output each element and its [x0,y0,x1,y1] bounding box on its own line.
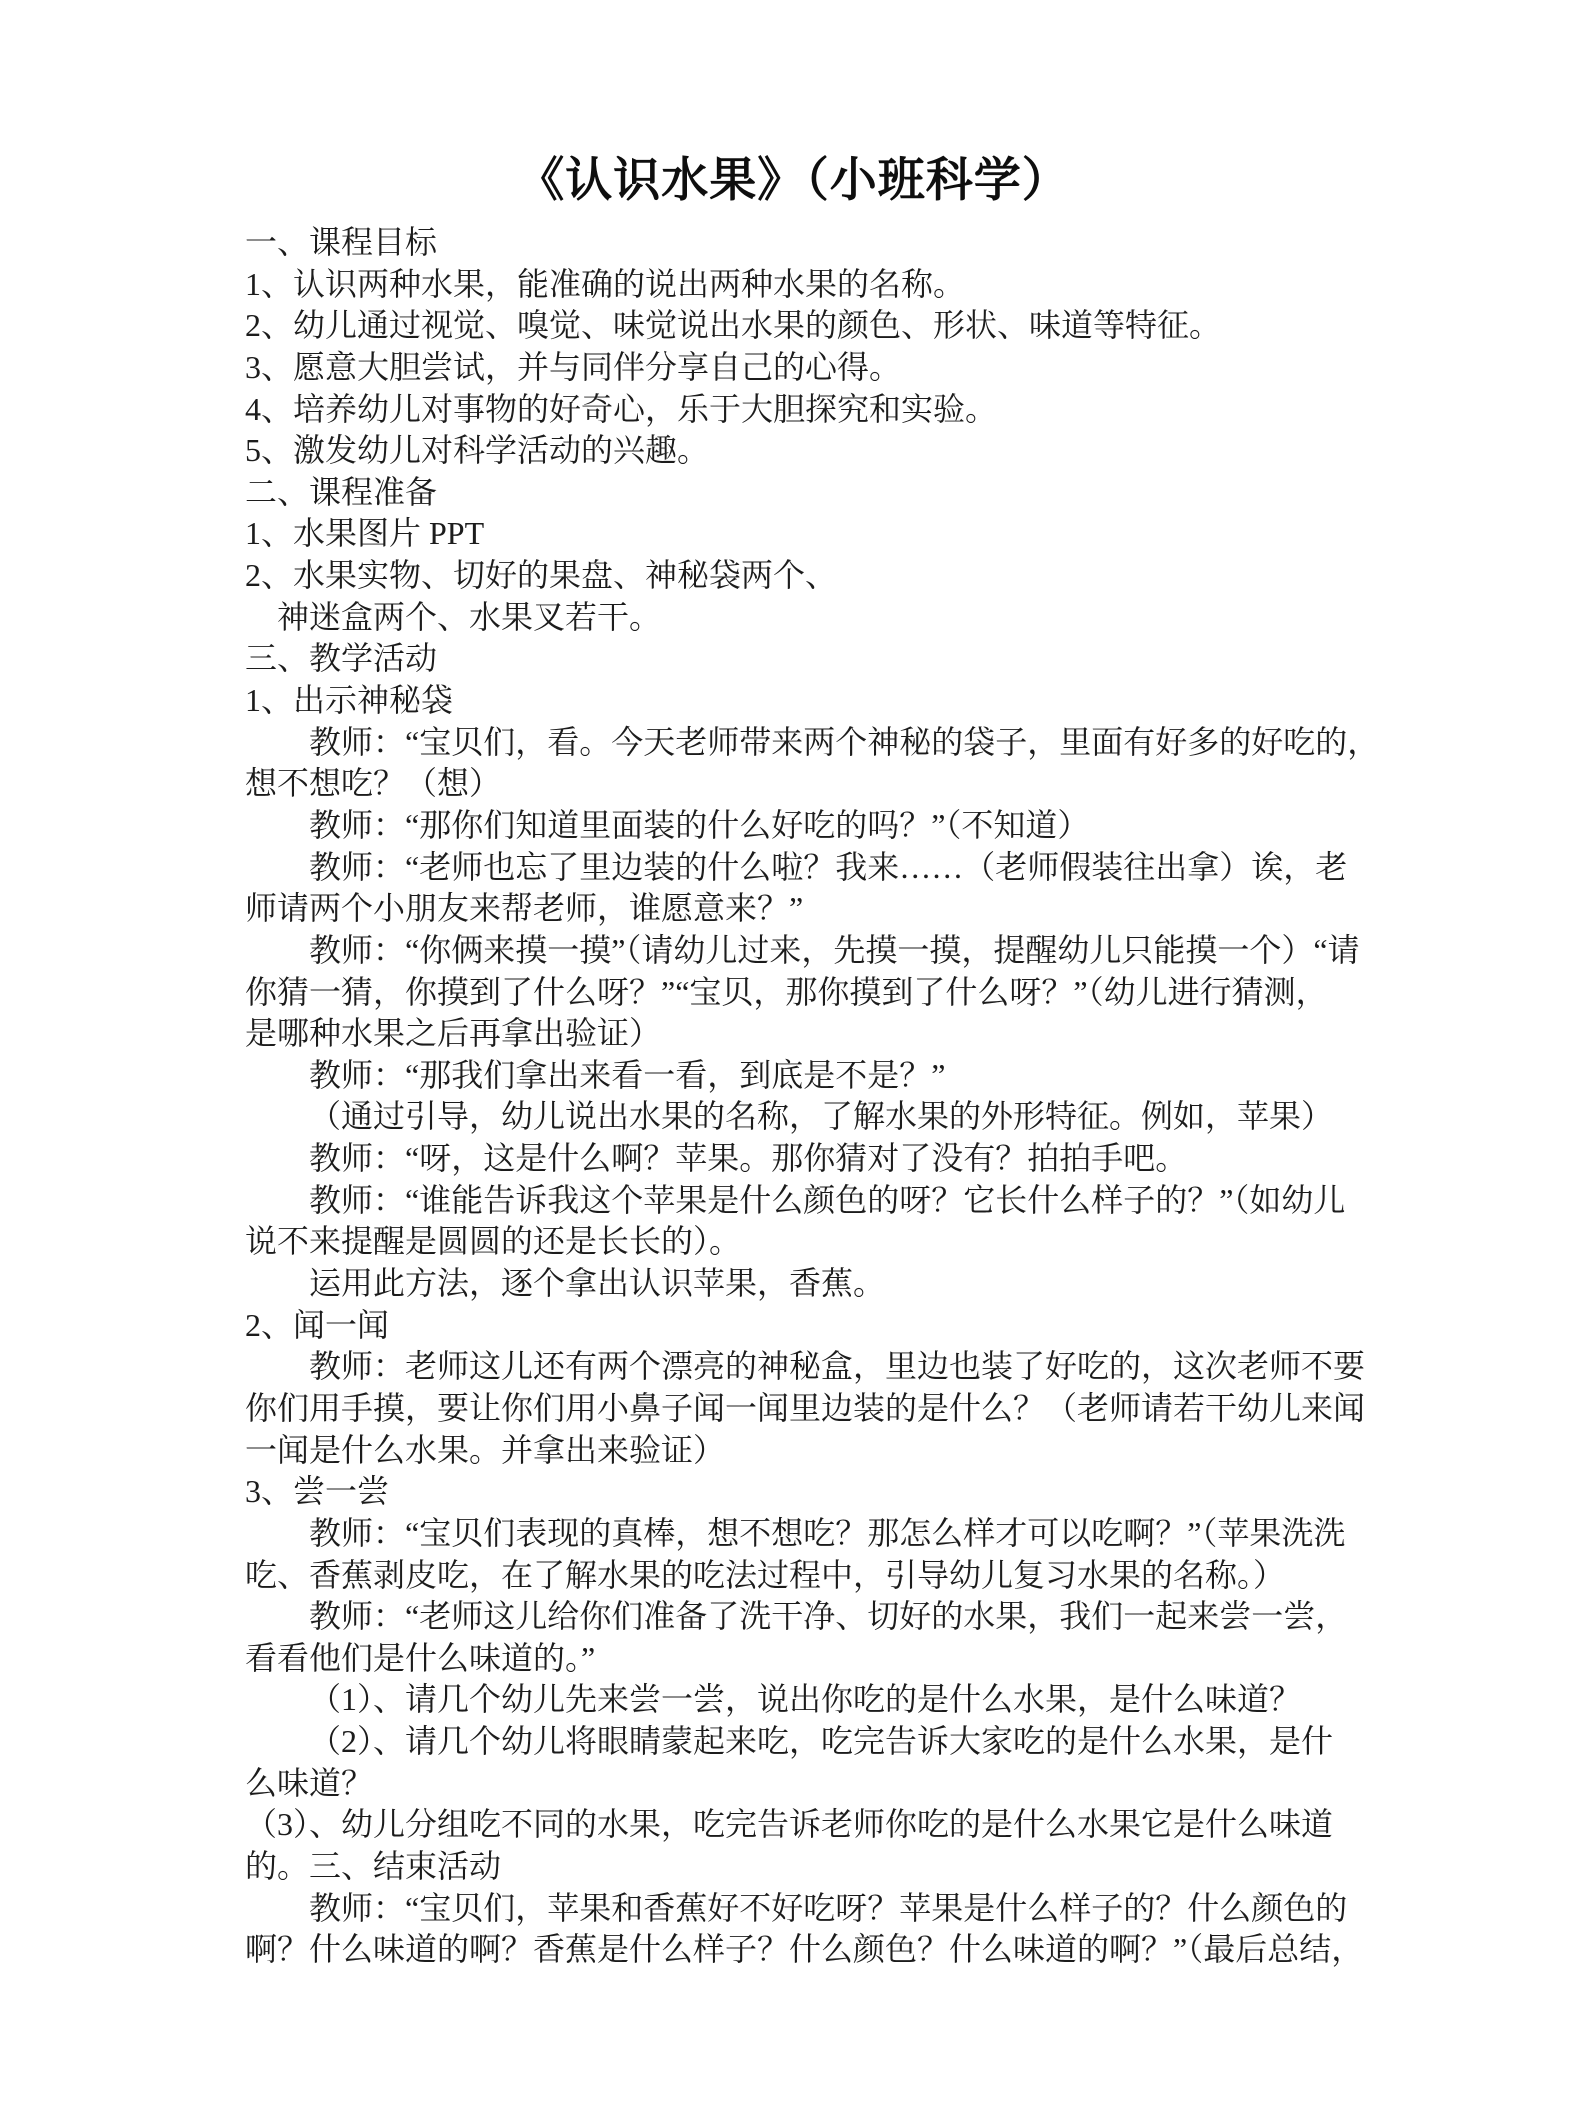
text-line: 三、教学活动 [245,640,438,677]
text-line: 1、水果图片 PPT [245,515,485,552]
text-line: 5、激发幼儿对科学活动的兴趣。 [245,432,710,469]
text-line: 一、课程目标 [245,224,438,260]
text-line: 2、水果实物、切好的果盘、神秘袋两个、 [245,557,838,594]
text-line: 啊？什么味道的啊？香蕉是什么样子？什么颜色？什么味道的啊？”（最后总结， [245,1931,1364,1968]
text-line: 3、愿意大胆尝试，并与同伴分享自己的心得。 [245,348,902,385]
text-line: 教师：“谁能告诉我这个苹果是什么颜色的呀？它长什么样子的？”（如幼儿 [309,1181,1346,1218]
text-line: 教师：“那你们知道里面装的什么好吃的吗？”（不知道） [309,806,1090,843]
text-line: 2、闻一闻 [245,1306,390,1343]
text-line: 看看他们是什么味道的。” [245,1639,596,1676]
text-line: 神迷盒两个、水果叉若干。 [277,598,662,635]
text-line: 教师：“老师这儿给你们准备了洗干净、切好的水果，我们一起来尝一尝， [309,1598,1348,1635]
text-line: 教师：“宝贝们表现的真棒，想不想吃？那怎么样才可以吃啊？”（苹果洗洗 [309,1514,1346,1551]
text-line: 想不想吃？（想） [245,765,502,802]
text-line: 一闻是什么水果。并拿出来验证） [245,1431,726,1468]
text-line: 吃、香蕉剥皮吃，在了解水果的吃法过程中，引导幼儿复习水果的名称。） [245,1556,1286,1593]
text-line: 1、出示神秘袋 [245,682,454,719]
text-line: 1、认识两种水果，能准确的说出两种水果的名称。 [245,265,966,302]
text-line: 师请两个小朋友来帮老师，谁愿意来？” [245,890,804,927]
text-line: 3、尝一尝 [245,1473,390,1510]
text-line: 教师：“老师也忘了里边装的什么啦？我来……（老师假装往出拿）诶，老 [309,848,1348,885]
text-line: 教师：“呀，这是什么啊？苹果。那你猜对了没有？拍拍手吧。 [309,1140,1188,1177]
text-line: 是哪种水果之后再拿出验证） [245,1015,662,1052]
text-line: 教师：“你俩来摸一摸”（请幼儿过来，先摸一摸，提醒幼儿只能摸一个）“请 [309,931,1360,968]
text-line: 2、幼儿通过视觉、嗅觉、味觉说出水果的颜色、形状、味道等特征。 [245,307,1222,344]
text-line: 教师：“宝贝们，看。今天老师带来两个神秘的袋子，里面有好多的好吃的， [309,723,1380,760]
text-line: （通过引导，幼儿说出水果的名称，了解水果的外形特征。例如，苹果） [309,1098,1334,1135]
text-line: （3）、幼儿分组吃不同的水果，吃完告诉老师你吃的是什么水果它是什么味道 [245,1806,1334,1843]
text-line: 二、课程准备 [245,473,438,510]
document-title: 《认识水果》（小班科学） [517,153,1070,206]
text-line: 4、培养幼儿对事物的好奇心，乐于大胆探究和实验。 [245,390,998,427]
text-line: 你猜一猜，你摸到了什么呀？”“宝贝，那你摸到了什么呀？”（幼儿进行猜测， [245,973,1328,1010]
text-line: 教师：“宝贝们，苹果和香蕉好不好吃呀？苹果是什么样子的？什么颜色的 [309,1889,1348,1926]
text-line: 你们用手摸，要让你们用小鼻子闻一闻里边装的是什么？（老师请若干幼儿来闻 [245,1389,1366,1426]
text-line: （2）、请几个幼儿将眼睛蒙起来吃，吃完告诉大家吃的是什么水果，是什 [309,1723,1334,1760]
text-line: 教师：老师这儿还有两个漂亮的神秘盒，里边也装了好吃的，这次老师不要 [309,1348,1366,1385]
text-line: 说不来提醒是圆圆的还是长长的）。 [245,1223,742,1260]
text-line: （1）、请几个幼儿先来尝一尝，说出你吃的是什么水果，是什么味道？ [309,1681,1302,1718]
text-line: 教师：“那我们拿出来看一看，到底是不是？” [309,1056,946,1093]
document-lines [245,222,1380,1971]
text-line: 的。三、结束活动 [245,1847,502,1884]
text-line: 么味道？ [245,1764,374,1801]
text-line: 运用此方法，逐个拿出认识苹果，香蕉。 [309,1265,886,1302]
